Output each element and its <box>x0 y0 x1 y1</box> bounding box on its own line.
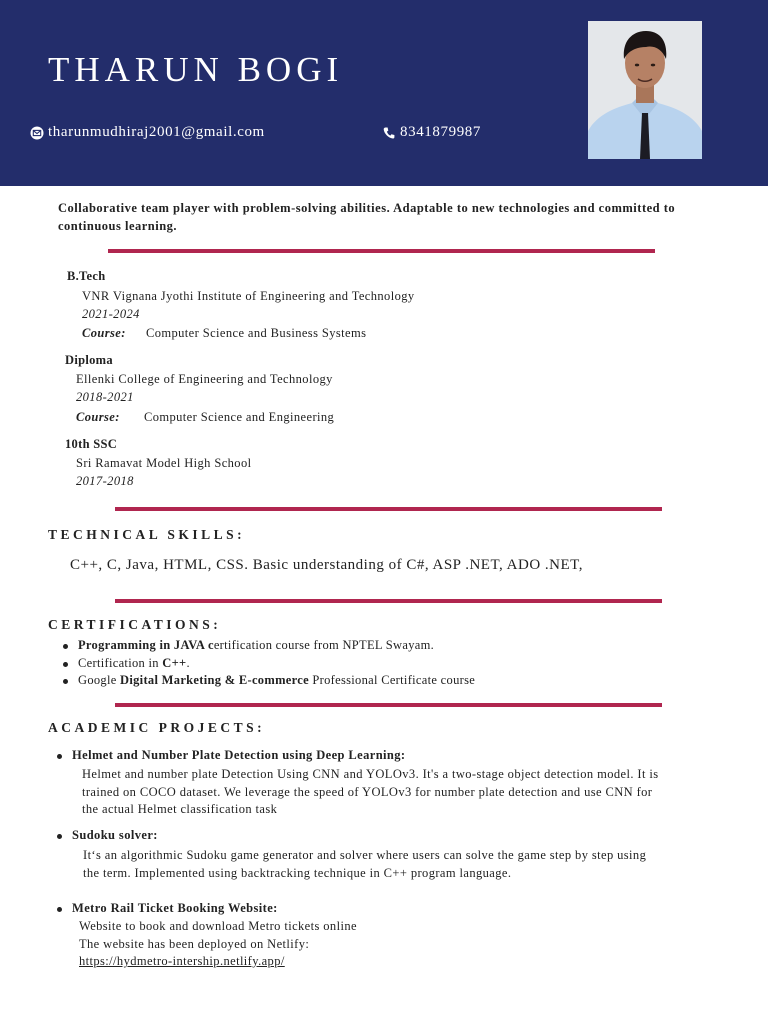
skills-heading: TECHNICAL SKILLS: <box>48 527 246 542</box>
project-description: It‘s an algorithmic Sudoku game generator and solver where users can solve the game step by step using the term. Implemented using backtracking technique in C++ program language. <box>83 848 647 880</box>
education-years: 2021-2024 <box>82 307 140 321</box>
education-institution: Ellenki College of Engineering and Technology <box>76 372 333 386</box>
project-title: Sudoku solver: <box>72 828 158 842</box>
section-divider <box>108 249 655 253</box>
education-degree: B.Tech <box>67 269 106 283</box>
project-title: Helmet and Number Plate Detection using Deep Learning: <box>72 748 406 762</box>
profile-summary: Collaborative team player with problem-solving abilities. Adaptable to new technologies and committed to continuous learning. <box>58 201 676 233</box>
education-institution: Sri Ramavat Model High School <box>76 456 252 470</box>
email-contact <box>30 124 265 141</box>
section-divider <box>115 507 662 511</box>
list-item: Programming in JAVA certification course from NPTEL Swayam. <box>60 637 475 655</box>
education-degree: Diploma <box>65 353 113 367</box>
email-address[interactable]: tharunmudhiraj2001@gmail.com <box>48 124 265 140</box>
project-description: Website to book and download Metro tickets online The website has been deployed on Netlify: https://hydmetro-intership.netlify.app/ <box>79 918 719 971</box>
phone-number[interactable]: 8341879987 <box>400 124 481 140</box>
education-degree: 10th SSC <box>65 437 118 451</box>
phone-icon <box>382 126 396 140</box>
education-years: 2018-2021 <box>76 390 134 404</box>
email-icon <box>30 126 44 140</box>
candidate-name: THARUN BOGI <box>48 50 344 89</box>
certifications-heading: CERTIFICATIONS: <box>48 617 222 632</box>
project-title: Metro Rail Ticket Booking Website: <box>72 901 278 915</box>
section-divider <box>115 703 662 707</box>
course-name: Computer Science and Business Systems <box>146 326 367 340</box>
list-item: Google Digital Marketing & E-commerce Professional Certificate course <box>60 672 475 690</box>
course-label: Course: <box>82 326 126 340</box>
portrait-image <box>588 21 702 159</box>
phone-contact <box>382 124 481 141</box>
project-link[interactable]: https://hydmetro-intership.netlify.app/ <box>79 954 285 968</box>
education-institution: VNR Vignana Jyothi Institute of Engineering and Technology <box>82 289 415 303</box>
projects-heading: ACADEMIC PROJECTS: <box>48 720 266 735</box>
course-name: Computer Science and Engineering <box>144 410 335 424</box>
course-label: Course: <box>76 410 120 424</box>
project-description: Helmet and number plate Detection Using CNN and YOLOv3. It's a two-stage object detection model. It is trained on COCO dataset. We leverage the speed of YOLOv3 for number plate detection and use CNN for the actual Helmet classification task <box>82 767 659 816</box>
education-course <box>76 410 334 425</box>
education-course <box>82 326 366 341</box>
profile-photo <box>588 21 702 159</box>
list-item: Certification in C++. <box>60 655 475 673</box>
education-years: 2017-2018 <box>76 474 134 488</box>
skills-list: C++, C, Java, HTML, CSS. Basic understanding of C#, ASP .NET, ADO .NET, <box>70 557 583 573</box>
certifications-list <box>60 637 475 690</box>
section-divider <box>115 599 662 603</box>
header-banner <box>0 0 768 186</box>
